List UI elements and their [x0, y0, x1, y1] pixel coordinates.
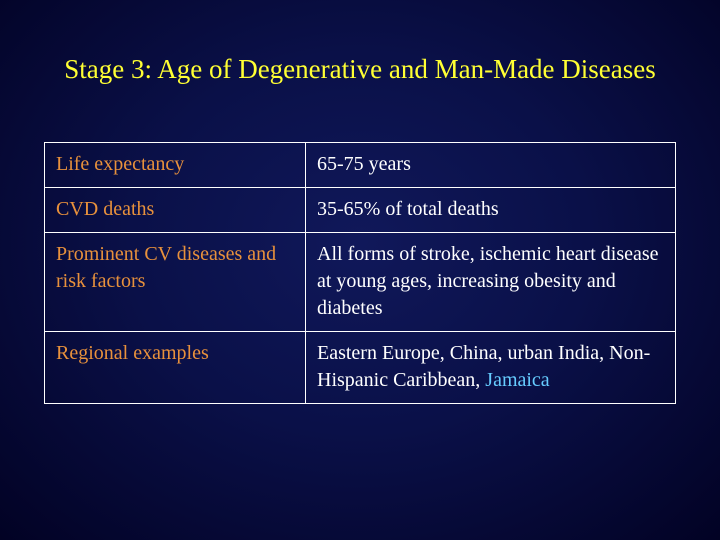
page-title: Stage 3: Age of Degenerative and Man-Made Diseases [64, 54, 656, 84]
stage-characteristics-table [44, 142, 676, 404]
regional-examples-highlight: Jamaica [485, 369, 550, 391]
row-value-regional-examples [306, 332, 676, 404]
row-value-life-expectancy: 65-75 years [306, 143, 676, 188]
regional-examples-text: Eastern Europe, China, urban India, Non-Hispanic Caribbean, [317, 342, 651, 391]
row-value-cvd-deaths: 35-65% of total deaths [306, 188, 676, 233]
row-label-regional-examples: Regional examples [45, 332, 306, 404]
table-row [45, 143, 676, 188]
row-label-cvd-deaths: CVD deaths [45, 188, 306, 233]
table-row [45, 233, 676, 332]
row-value-prominent-cv-diseases: All forms of stroke, ischemic heart disease at young ages, increasing obesity and diabetes [306, 233, 676, 332]
table-row [45, 332, 676, 404]
table-row [45, 188, 676, 233]
row-label-prominent-cv-diseases: Prominent CV diseases and risk factors [45, 233, 306, 332]
row-label-life-expectancy: Life expectancy [45, 143, 306, 188]
table-wrapper [44, 142, 676, 404]
